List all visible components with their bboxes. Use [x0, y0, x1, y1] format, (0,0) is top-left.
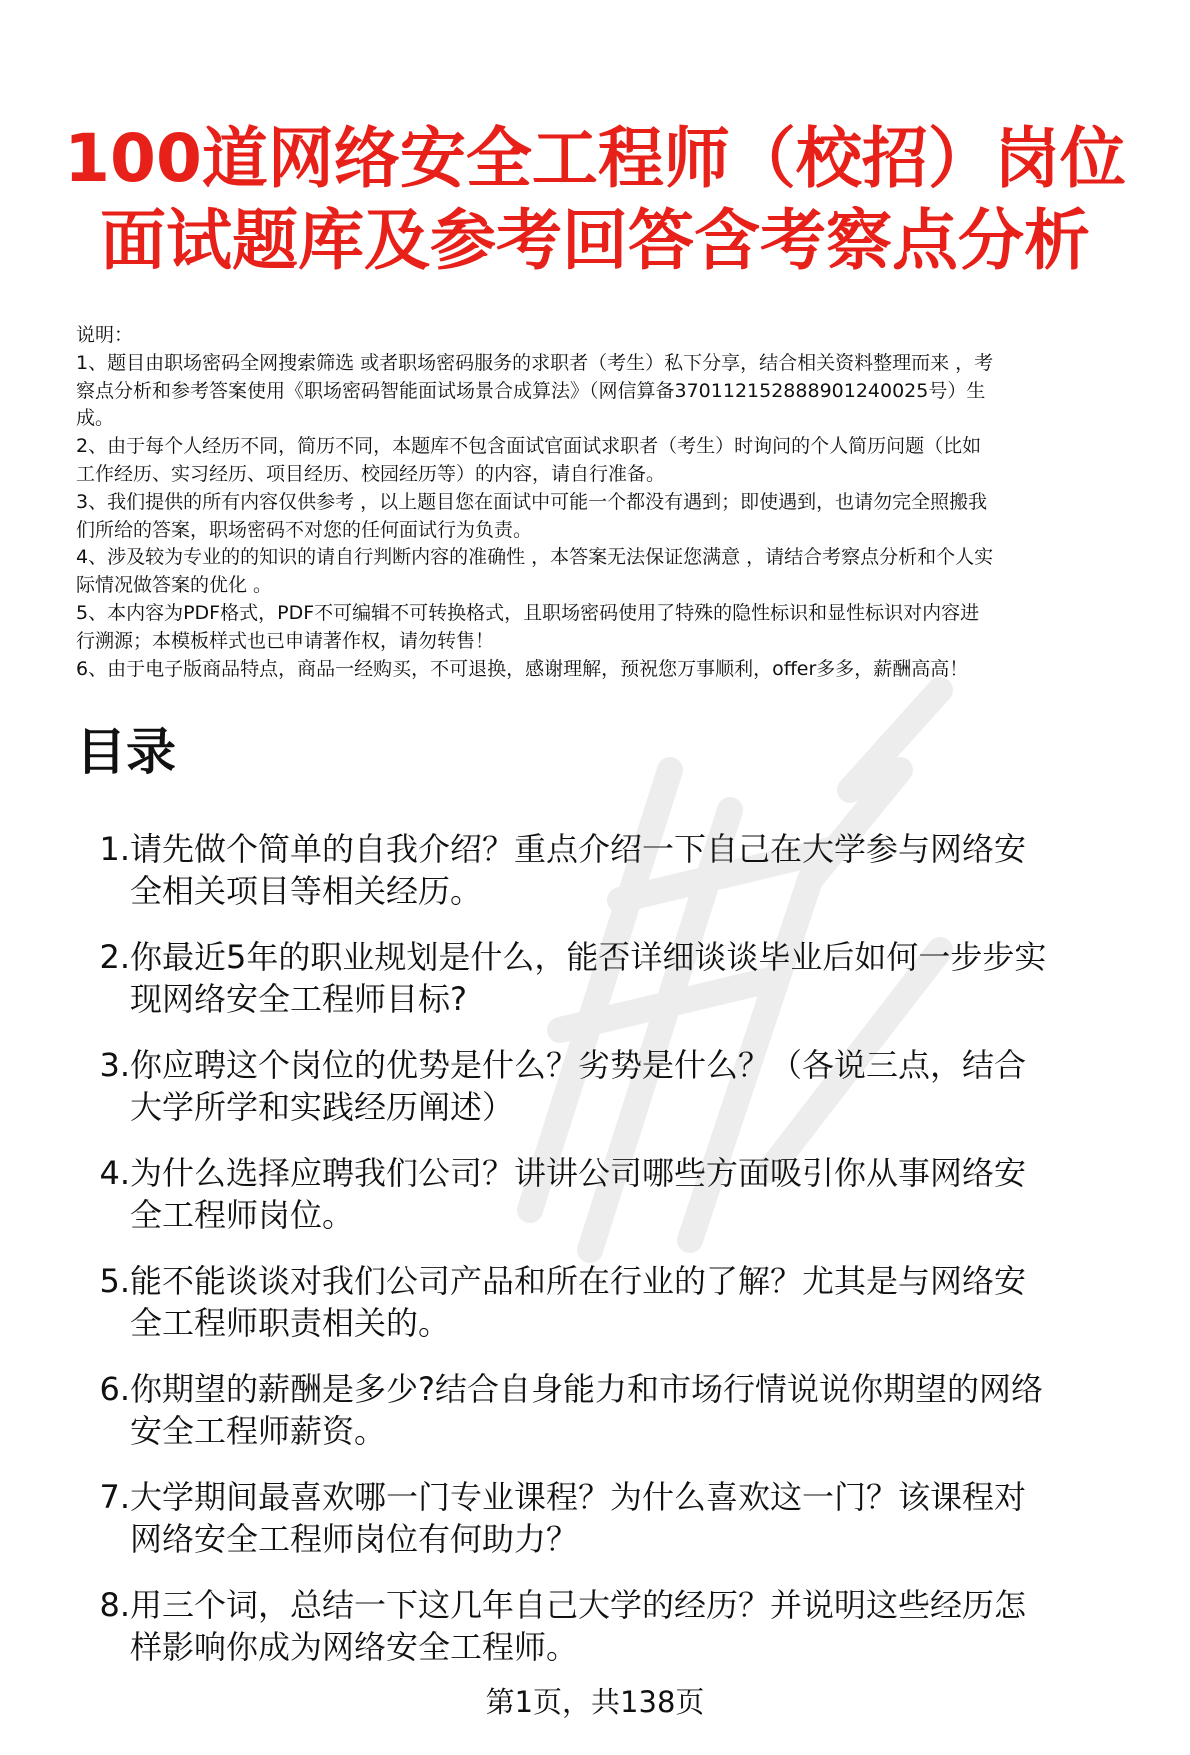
toc-item-text: [130, 1044, 1166, 1128]
notes-line: 3、我们提供的所有内容仅供参考 ，以上题目您在面试中可能一个都没有遇到；即使遇到，也请勿完全照搬我: [76, 490, 988, 513]
page-footer: 第1页，共138页: [485, 1685, 705, 1719]
notes-line: 察点分析和参考答案使用《职场密码智能面试场景合成算法》（网信算备370112152888901240025号）生: [76, 379, 986, 402]
toc-item-number: 5.: [99, 1262, 130, 1300]
title-line-1: 100道网络安全工程师（校招）岗位: [64, 120, 1126, 197]
notes-line: 成。: [76, 407, 115, 430]
toc-item-6[interactable]: [76, 1368, 1166, 1476]
toc-item-5[interactable]: [76, 1260, 1166, 1368]
notes-line: 行溯源；本模板样式也已申请著作权，请勿转售！: [76, 629, 495, 652]
toc-item-7[interactable]: [76, 1476, 1166, 1584]
toc-item-2[interactable]: [76, 936, 1166, 1044]
toc-item-line: 网络安全工程师岗位有何助力？: [130, 1520, 579, 1558]
toc-item-number: 3.: [99, 1046, 130, 1084]
toc-item-line: 请先做个简单的自我介绍？重点介绍一下自己在大学参与网络安: [130, 830, 1027, 868]
notes-line: 1、题目由职场密码全网搜索筛选 或者职场密码服务的求职者（考生）私下分享，结合相关资料整理而来 ，考: [76, 351, 994, 374]
toc-item-line: 全相关项目等相关经历。: [130, 872, 483, 910]
toc-item-line: 你期望的薪酬是多少?结合自身能力和市场行情说说你期望的网络: [130, 1370, 1043, 1408]
toc-heading: 目录: [76, 723, 176, 781]
document-title: [60, 118, 1130, 282]
toc-item-text: [130, 1368, 1166, 1452]
toc-item-1[interactable]: [76, 828, 1166, 936]
toc-item-line: 大学所学和实践经历阐述）: [130, 1088, 515, 1126]
toc-item-text: [130, 1152, 1166, 1236]
toc-item-text: [130, 1476, 1166, 1560]
title-line-2: 面试题库及参考回答含考察点分析: [100, 202, 1090, 279]
toc-item-line: 能不能谈谈对我们公司产品和所在行业的了解？尤其是与网络安: [130, 1262, 1027, 1300]
notes-line: 6、由于电子版商品特点，商品一经购买，不可退换，感谢理解，预祝您万事顺利，offer多多，薪酬高高！: [76, 657, 969, 680]
toc-item-line: 你应聘这个岗位的优势是什么？劣势是什么？（各说三点，结合: [130, 1046, 1027, 1084]
notes-line: 们所给的答案，职场密码不对您的任何面试行为负责。: [76, 518, 533, 541]
toc-item-number: 8.: [99, 1586, 130, 1624]
notes-line: 际情况做答案的优化 。: [76, 574, 273, 597]
toc-item-line: 全工程师岗位。: [130, 1196, 355, 1234]
toc-item-line: 全工程师职责相关的。: [130, 1304, 451, 1342]
toc-item-line: 大学期间最喜欢哪一门专业课程？为什么喜欢这一门？该课程对: [130, 1478, 1027, 1516]
toc-item-text: [130, 1260, 1166, 1344]
toc-item-text: [130, 936, 1166, 1020]
toc-item-line: 安全工程师薪资。: [130, 1412, 387, 1450]
toc-item-3[interactable]: [76, 1044, 1166, 1152]
notes-line: 工作经历、实习经历、项目经历、校园经历等）的内容，请自行准备。: [76, 462, 666, 485]
notes-section: [76, 322, 1166, 683]
notes-line: 2、由于每个人经历不同，简历不同，本题库不包含面试官面试求职者（考生）时询问的个人简历问题（比如: [76, 435, 982, 458]
notes-heading: 说明：: [76, 324, 134, 346]
toc-item-number: 7.: [99, 1478, 130, 1516]
toc-item-line: 你最近5年的职业规划是什么，能否详细谈谈毕业后如何一步步实: [130, 938, 1047, 976]
toc-item-line: 用三个词，总结一下这几年自己大学的经历？并说明这些经历怎: [130, 1586, 1027, 1624]
toc-item-number: 6.: [99, 1370, 130, 1408]
notes-line: 4、涉及较为专业的的知识的请自行判断内容的准确性 ，本答案无法保证您满意 ，请结合考察点分析和个人实: [76, 546, 994, 569]
toc-item-line: 现网络安全工程师目标?: [130, 980, 467, 1018]
toc-list: [76, 828, 1166, 1692]
toc-item-line: 为什么选择应聘我们公司？讲讲公司哪些方面吸引你从事网络安: [130, 1154, 1027, 1192]
toc-item-4[interactable]: [76, 1152, 1166, 1260]
toc-item-number: 4.: [99, 1154, 130, 1192]
toc-item-text: [130, 828, 1166, 912]
toc-item-line: 样影响你成为网络安全工程师。: [130, 1628, 579, 1666]
notes-line: 5、本内容为PDF格式，PDF不可编辑不可转换格式，且职场密码使用了特殊的隐性标识和显性标识对内容进: [76, 601, 980, 624]
toc-item-number: 2.: [99, 938, 130, 976]
toc-item-text: [130, 1584, 1166, 1668]
toc-item-number: 1.: [99, 830, 130, 868]
toc-item-8[interactable]: [76, 1584, 1166, 1692]
